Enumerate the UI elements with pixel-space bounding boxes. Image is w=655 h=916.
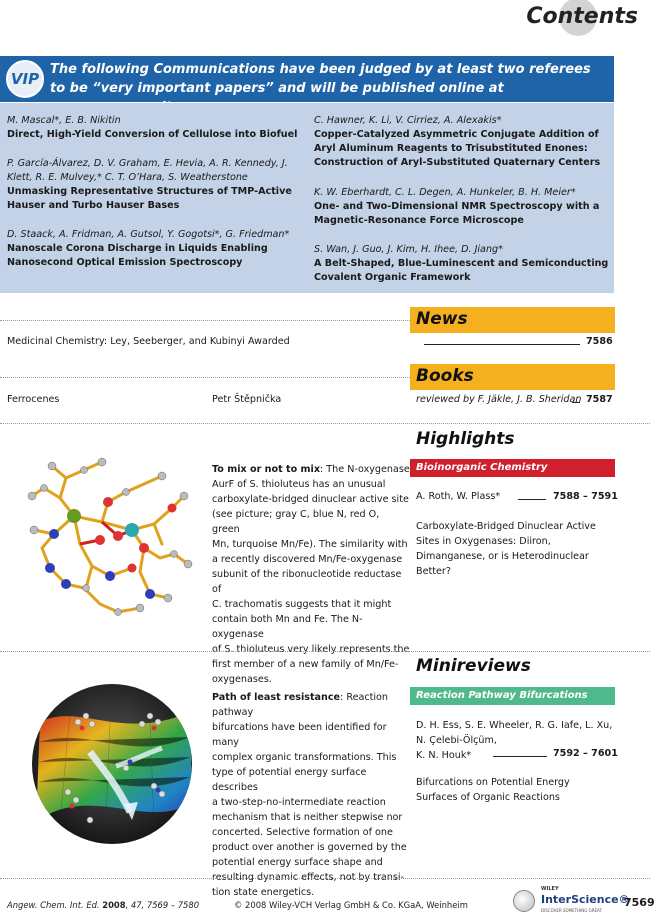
vip-title: Direct, High-Yield Conversion of Cellulose into Biofuel — [7, 129, 298, 140]
highlight-summary — [212, 462, 410, 687]
summary-line: (see picture; gray C, blue N, red O, green — [212, 509, 380, 535]
highlight-authors: A. Roth, W. Plass* — [416, 491, 501, 502]
vip-title: Nanoscale Corona Discharge in Liquids Enabling Nanosecond Optical Emission Spectroscopy — [7, 243, 268, 268]
vip-authors: P. García-Álvarez, D. V. Graham, E. Hevia, A. R. Kennedy, J. Klett, R. E. Mulvey,* C. T. O’Hara, S. Weatherstone — [7, 158, 288, 183]
minireview-lead: Path of least resistance — [212, 692, 341, 703]
vip-entry[interactable] — [314, 114, 612, 170]
minireview-article-title[interactable]: Bifurcations on Potential Energy Surfaces of Organic Reactions — [416, 777, 570, 803]
author-line: K. N. Houk* — [416, 750, 472, 761]
highlights-heading: Highlights — [416, 429, 515, 449]
vip-title: One- and Two-Dimensional NMR Spectroscopy with a Magnetic-Resonance Force Microscope — [314, 201, 600, 226]
summary-line: oxygenases. — [212, 674, 272, 685]
summary-line: of S. thioluteus very likely represents the — [212, 644, 410, 655]
summary-line: type of potential energy surface describes — [212, 767, 367, 793]
copyright: © 2008 Wiley-VCH Verlag GmbH & Co. KGaA, Weinheim — [234, 900, 468, 910]
highlight-lead-rest: : The N-oxygenase — [320, 464, 410, 475]
minireviews-category-tag: Reaction Pathway Bifurcations — [410, 687, 615, 705]
books-heading: Books — [416, 366, 474, 386]
summary-line: Mn, turquoise Mn/Fe). The similarity with — [212, 539, 408, 550]
author-line: N. Çelebi-Ölçüm, — [416, 735, 497, 746]
divider — [0, 377, 410, 378]
vip-entry[interactable] — [7, 228, 305, 270]
vip-authors: C. Hawner, K. Li, V. Cirriez, A. Alexakis* — [314, 115, 502, 126]
author-line: D. H. Ess, S. E. Wheeler, R. G. Iafe, L. Xu, — [416, 720, 613, 731]
potential-energy-surface-image — [30, 682, 194, 846]
summary-line: complex organic transformations. This — [212, 752, 397, 763]
summary-line: C. trachomatis suggests that it might — [212, 599, 392, 610]
divider — [0, 423, 650, 424]
wiley-logo-top: WILEY — [541, 886, 559, 892]
book-page: 7587 — [586, 394, 613, 405]
news-item[interactable]: Medicinal Chemistry: Ley, Seeberger, and Kubinyi Awarded — [7, 336, 290, 347]
wiley-logo-tagline: DISCOVER SOMETHING GREAT — [541, 908, 602, 913]
interscience-logo: InterScience® — [541, 893, 630, 906]
journal-year: 2008 — [102, 900, 126, 910]
summary-line: subunit of the ribonucleotide reductase of — [212, 569, 402, 595]
summary-line: product over another is governed by the — [212, 842, 407, 853]
minireviews-heading: Minireviews — [416, 656, 531, 676]
summary-line: a recently discovered Mn/Fe-oxygenase — [212, 554, 403, 565]
vip-title: Copper-Catalyzed Asymmetric Conjugate Addition of Aryl Aluminum Reagents to Trisubstituted Enones: Construction of Aryl-Substituted Quaternary Centers — [314, 129, 601, 168]
leader-line — [424, 344, 580, 345]
summary-line: resulting dynamic effects, not by transi- — [212, 872, 405, 883]
vip-title: Unmasking Representative Structures of TMP-Active Hauser and Turbo Hauser Bases — [7, 186, 292, 211]
vip-entry[interactable] — [7, 114, 305, 142]
summary-line: potential energy surface shape and — [212, 857, 383, 868]
leader-line — [493, 756, 547, 757]
page-title: Contents — [526, 4, 638, 29]
minireview-summary — [212, 690, 410, 900]
highlight-article-title[interactable]: Carboxylate-Bridged Dinuclear Active Sites in Oxygenases: Diiron, Dimanganese, or is Heterodinuclear Better? — [416, 521, 596, 577]
divider — [0, 320, 410, 321]
summary-line: tion state energetics. — [212, 887, 315, 898]
summary-line: bifurcations have been identified for many — [212, 722, 387, 748]
divider — [0, 651, 650, 652]
book-title[interactable]: Ferrocenes — [7, 394, 60, 405]
vip-authors: D. Staack, A. Fridman, A. Gutsol, Y. Gogotsi*, G. Friedman* — [7, 229, 290, 240]
minireview-pages: 7592 – 7601 — [553, 748, 618, 759]
molecule-structure-image — [22, 448, 202, 636]
vip-authors: K. W. Eberhardt, C. L. Degen, A. Hunkeler, B. H. Meier* — [314, 187, 576, 198]
vip-authors: M. Mascal*, E. B. Nikitin — [7, 115, 121, 126]
summary-line: mechanism that is neither stepwise nor — [212, 812, 403, 823]
vip-entry[interactable] — [7, 157, 305, 213]
vip-title: A Belt-Shaped, Blue-Luminescent and Semiconducting Covalent Organic Framework — [314, 258, 609, 283]
summary-line: contain both Mn and Fe. The N-oxygenase — [212, 614, 363, 640]
leader-line — [572, 402, 580, 403]
journal-citation — [7, 900, 199, 910]
news-heading: News — [416, 309, 468, 329]
summary-line: AurF of S. thioluteus has an unusual — [212, 479, 386, 490]
vip-authors: S. Wan, J. Guo, J. Kim, H. Ihee, D. Jiang* — [314, 244, 503, 255]
vip-logo-icon: VIP — [6, 60, 44, 98]
highlight-lead: To mix or not to mix — [212, 464, 321, 475]
highlight-pages: 7588 – 7591 — [553, 491, 618, 502]
journal-name: Angew. Chem. Int. Ed. — [7, 900, 100, 910]
divider — [0, 878, 650, 879]
vip-entry[interactable] — [314, 186, 612, 228]
leader-line — [518, 499, 546, 500]
summary-line: concerted. Selective formation of one — [212, 827, 393, 838]
page-number: 7569 — [624, 896, 655, 909]
news-page: 7586 — [586, 336, 613, 347]
wiley-globe-icon — [513, 890, 535, 912]
vip-intro: The following Communications have been judged by at least two referees to be “very important papers” and will be published online at — [50, 62, 591, 96]
summary-line: carboxylate-bridged dinuclear active site — [212, 494, 409, 505]
book-author: Petr Štěpnička — [212, 394, 282, 405]
minireview-lead-rest: : Reaction pathway — [212, 692, 388, 718]
highlights-category-tag: Bioinorganic Chemistry — [410, 459, 615, 477]
book-reviewers: reviewed by F. Jäkle, J. B. Sheridan — [416, 394, 582, 405]
vip-entry[interactable] — [314, 243, 612, 285]
journal-volume: , 47, 7569 – 7580 — [125, 900, 200, 910]
summary-line: first member of a new family of Mn/Fe- — [212, 659, 399, 670]
summary-line: a two-step-no-intermediate reaction — [212, 797, 386, 808]
